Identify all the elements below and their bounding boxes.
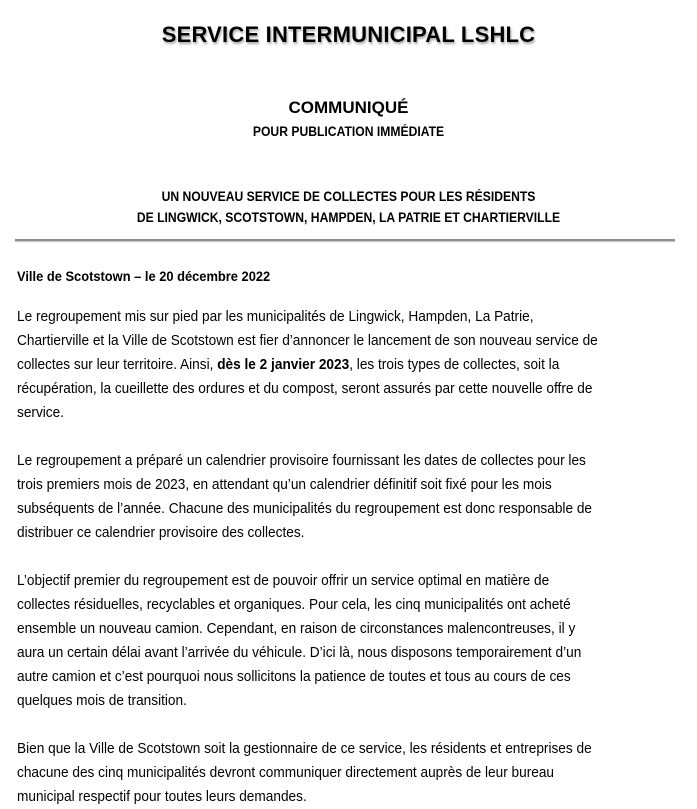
document-type-heading: COMMUNIQUÉ — [288, 98, 409, 117]
paragraph-line: Bien que la Ville de Scotstown soit la gestionnaire de ce service, les résidents et entreprises de — [17, 741, 592, 757]
paragraph-line: quelques mois de transition. — [17, 693, 187, 709]
paragraph-launch — [17, 305, 672, 425]
paragraph-line: subséquents de l’année. Chacune des municipalités du regroupement est donc responsable de — [17, 501, 592, 517]
paragraph-line: municipal respectif pour toutes leurs demandes. — [17, 789, 307, 805]
headline — [35, 186, 662, 228]
paragraph-line: service. — [17, 405, 65, 421]
release-note: POUR PUBLICATION IMMÉDIATE — [252, 124, 445, 139]
paragraph-line: distribuer ce calendrier provisoire des collectes. — [17, 525, 305, 541]
paragraph-contact — [17, 737, 672, 809]
paragraph-line — [17, 353, 672, 377]
paragraph-line: Chartierville et la Ville de Scotstown est fier d’annoncer le lancement de son nouveau service de — [17, 333, 598, 349]
paragraph-line: autre camion et c’est pourquoi nous sollicitons la patience de toutes et tous au cours de ces — [17, 669, 571, 685]
paragraph-line: Le regroupement mis sur pied par les municipalités de Lingwick, Hampden, La Patrie, — [17, 309, 534, 325]
paragraph-line: Le regroupement a préparé un calendrier provisoire fournissant les dates de collectes pour les — [17, 453, 586, 469]
paragraph-line: aura un certain délai avant l’arrivée du véhicule. D’ici là, nous disposons temporairement d’un — [17, 645, 582, 661]
paragraph-line: L’objectif premier du regroupement est de pouvoir offrir un service optimal en matière de — [17, 573, 550, 589]
paragraph-line: ensemble un nouveau camion. Cependant, en raison de circonstances malencontreuses, il y — [17, 621, 576, 637]
text-run: collectes sur leur territoire. Ainsi, — [17, 357, 218, 373]
paragraph-line: récupération, la cueillette des ordures et du compost, seront assurés par cette nouvelle offre de — [17, 381, 593, 397]
text-run: , les trois types de collectes, soit la — [349, 357, 560, 373]
paragraph-line: chacune des cinq municipalités devront communiquer directement auprès de leur bureau — [17, 765, 555, 781]
paragraph-line: trois premiers mois de 2023, en attendant qu’un calendrier définitif soit fixé pour les mois — [17, 477, 552, 493]
dateline: Ville de Scotstown – le 20 décembre 2022 — [17, 268, 271, 284]
organization-title: SERVICE INTERMUNICIPAL LSHLC — [161, 22, 536, 47]
headline-line: UN NOUVEAU SERVICE DE COLLECTES POUR LES RÉSIDENTS — [161, 189, 536, 204]
paragraph-line: collectes résiduelles, recyclables et organiques. Pour cela, les cinq municipalités ont acheté — [17, 597, 571, 613]
horizontal-divider — [15, 239, 675, 241]
headline-line: DE LINGWICK, SCOTSTOWN, HAMPDEN, LA PATRIE ET CHARTIERVILLE — [136, 210, 561, 225]
paragraph-objective — [17, 569, 672, 713]
start-date-emphasis: dès le 2 janvier 2023 — [217, 357, 350, 373]
paragraph-calendar — [17, 449, 672, 545]
